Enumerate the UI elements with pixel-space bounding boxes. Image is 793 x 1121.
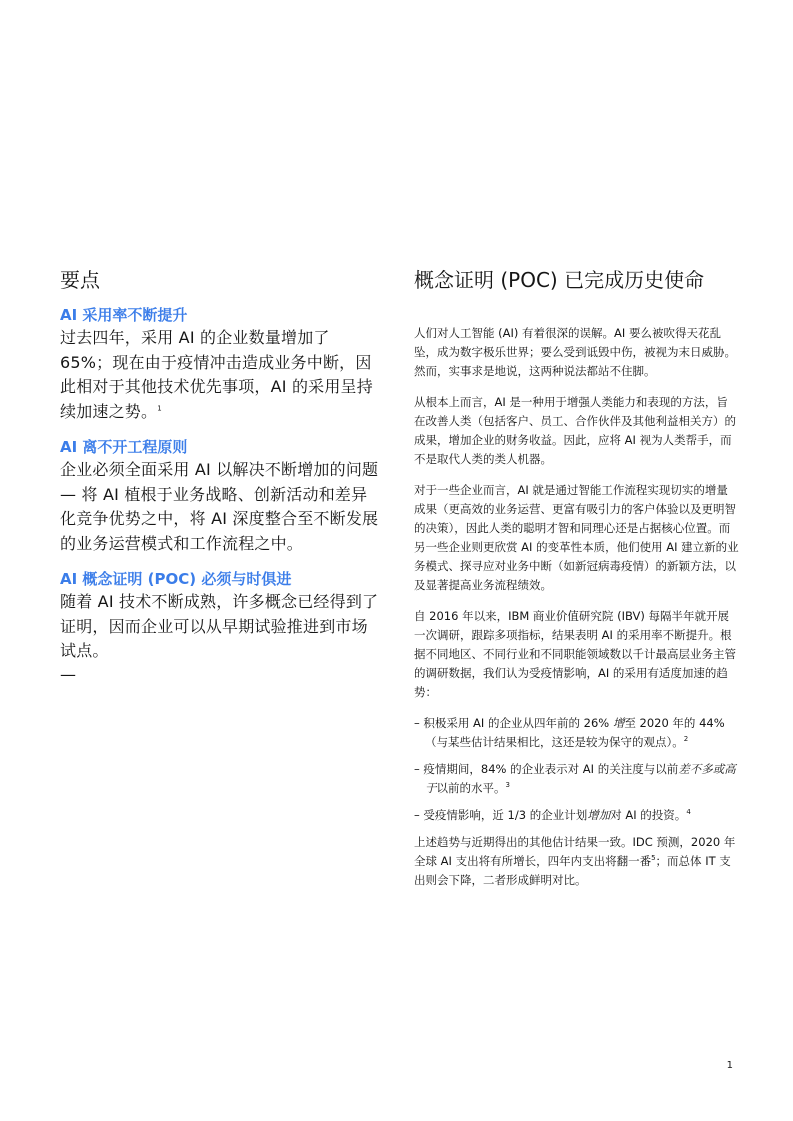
- paragraph: 上述趋势与近期得出的其他估计结果一致。IDC 预测，2020 年全球 AI 支出将有所增长，四年内支出将翻一番$^5$；而总体 IT 支出则会下降，二者形成鲜明对比。: [414, 835, 736, 887]
- key-point-heading: AI 概念证明 (POC) 必须与时俱进: [60, 570, 292, 588]
- page-number: 1: [726, 1060, 733, 1071]
- article-column: [414, 266, 739, 902]
- footnote-ref: 4: [686, 808, 691, 817]
- key-points-title: 要点: [60, 268, 100, 292]
- bullet-item: – 疫情期间，84% 的企业表示对 AI 的关注度与以前差不多或高于以前的水平。$^3$: [414, 762, 736, 795]
- footnote-ref: 5: [651, 854, 656, 863]
- paragraph: 人们对人工智能 (AI) 有着很深的误解。AI 要么被吹得天花乱坠，成为数字极乐世界；要么受到诋毁中伤，被视为末日威胁。然而，实事求是地说，这两种说法都站不住脚。: [414, 326, 736, 378]
- footnote-ref: 2: [683, 735, 689, 744]
- key-point-body: 企业必须全面采用 AI 以解决不断增加的问题 — 将 AI 植根于业务战略、创新活动和差异化竞争优势之中，将 AI 深度整合至不断发展的业务运营模式和工作流程之中。: [60, 460, 379, 553]
- footnote-ref: 3: [505, 781, 510, 790]
- bullet-item: – 积极采用 AI 的企业从四年前的 26% 增至 2020 年的 44%（与某些估计结果相比，这还是较为保守的观点）。$^2$: [414, 716, 725, 749]
- paragraph: 对于一些企业而言，AI 就是通过智能工作流程实现切实的增量成果（更高效的业务运营、更富有吸引力的客户体验以及更明智的决策），因此人类的聪明才智和同理心还是占据核心位置。而另一些企业则更欣赏 AI 的变革性本质，他们使用 AI 建立新的业务模式、探寻应对业务中断（如新冠病毒疫情）的新颖方法，以及显著提高业务流程绩效。: [414, 483, 739, 592]
- key-point-body: 过去四年，采用 AI 的企业数量增加了 65%；现在由于疫情冲击造成业务中断，因此相对于其他技术优先事项，AI 的采用呈持续加速之势。$^1$: [60, 328, 373, 421]
- key-points-column: [60, 266, 382, 684]
- paragraph: 从根本上而言，AI 是一种用于增强人类能力和表现的方法，旨在改善人类（包括客户、员工、合作伙伴及其他利益相关方）的成果，增加企业的财务收益。因此，应将 AI 视为人类帮手，而不是取代人类的类人机器。: [414, 395, 736, 466]
- bullet-item: – 受疫情影响，近 1/3 的企业计划增加对 AI 的投资。$^4$: [414, 808, 691, 822]
- footnote-ref: 1: [157, 404, 162, 413]
- end-mark: —: [60, 664, 76, 684]
- paragraph: 自 2016 年以来，IBM 商业价值研究院 (IBV) 每隔半年就开展一次调研，跟踪多项指标，结果表明 AI 的采用率不断提升。根据不同地区、不同行业和不同职能领域数以千计最高层业务主管的调研数据，我们认为受疫情影响，AI 的采用有适度加速的趋势：: [414, 609, 736, 699]
- article-title: 概念证明 (POC) 已完成历史使命: [414, 268, 705, 292]
- key-point-body: 随着 AI 技术不断成熟，许多概念已经得到了证明，因而企业可以从早期试验推进到市场试点。: [60, 592, 379, 660]
- key-point-heading: AI 离不开工程原则: [60, 438, 188, 456]
- key-point-heading: AI 采用率不断提升: [60, 306, 188, 324]
